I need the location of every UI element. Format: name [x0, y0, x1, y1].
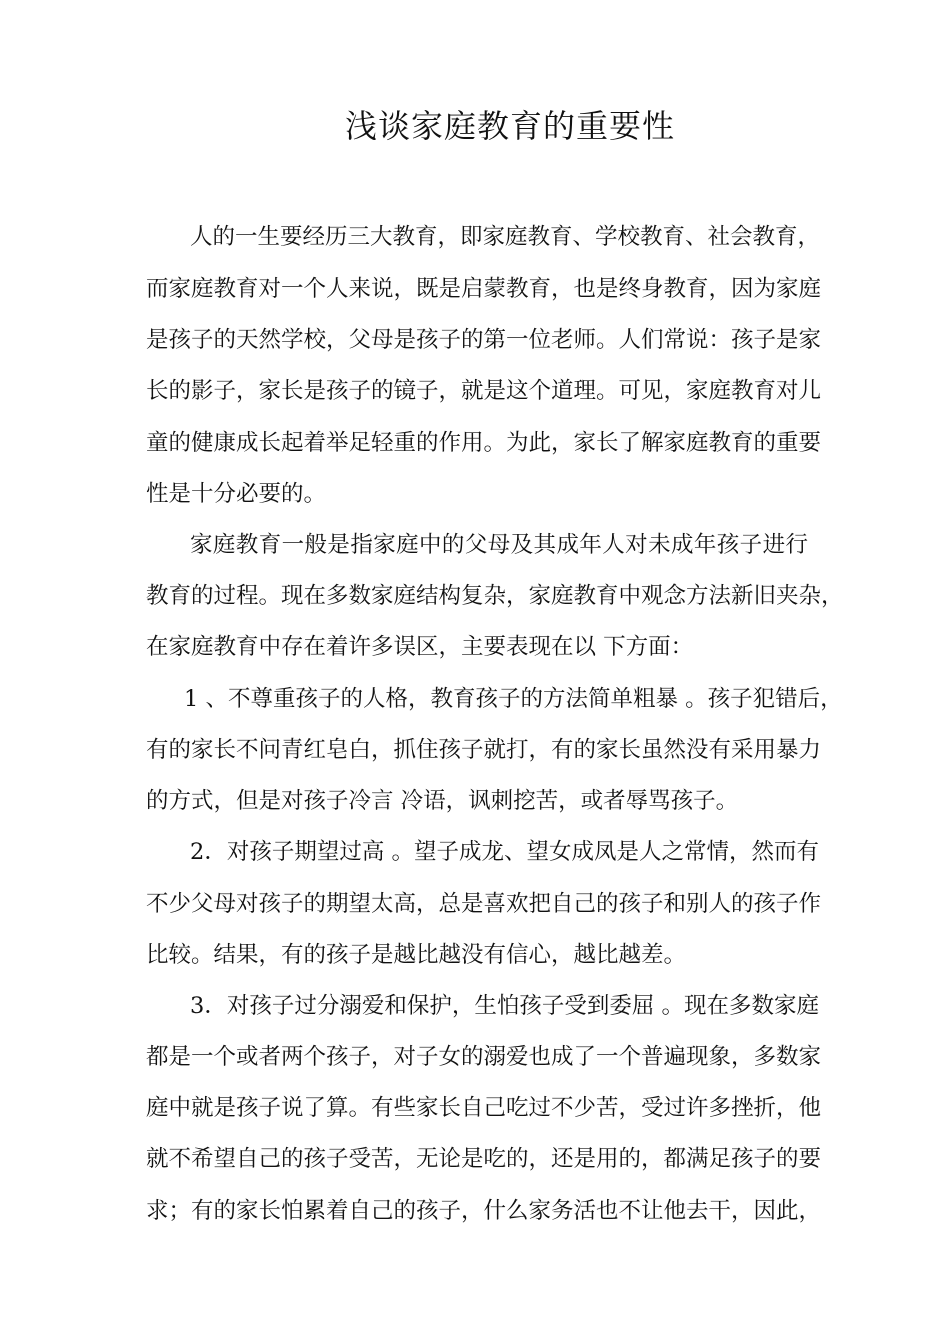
paragraph-line: 求；有的家长怕累着自己的孩子，什么家务活也不让他去干，因此，	[146, 1198, 822, 1224]
document-title: 浅谈家庭教育的重要性	[344, 107, 675, 145]
paragraph-line: 教育的过程。现在多数家庭结构复杂，家庭教育中观念方法新旧夹杂，	[146, 583, 844, 609]
list-item-line: 1 、不尊重孩子的人格，教育孩子的方法简单粗暴 。孩子犯错后，	[184, 686, 843, 712]
paragraph-line: 庭中就是孩子说了算。有些家长自己吃过不少苦，受过许多挫折，他	[146, 1095, 822, 1121]
paragraph-line: 不少父母对孩子的期望太高，总是喜欢把自己的孩子和别人的孩子作	[146, 891, 822, 917]
paragraph-line: 就不希望自己的孩子受苦，无论是吃的，还是用的，都满足孩子的要	[146, 1146, 822, 1172]
list-item-line: 3．对孩子过分溺爱和保护，生怕孩子受到委屈 。现在多数家庭	[190, 993, 819, 1019]
paragraph-line: 而家庭教育对一个人来说，既是启蒙教育，也是终身教育，因为家庭	[146, 276, 822, 302]
paragraph-line: 在家庭教育中存在着许多误区，主要表现在以 下方面：	[146, 634, 694, 660]
paragraph-line: 性是十分必要的。	[146, 481, 327, 507]
paragraph-line: 长的影子，家长是孩子的镜子，就是这个道理。可见，家庭教育对儿	[146, 378, 822, 404]
paragraph-line: 人的一生要经历三大教育，即家庭教育、学校教育、社会教育，	[190, 224, 821, 250]
paragraph-line: 都是一个或者两个孩子，对子女的溺爱也成了一个普遍现象，多数家	[146, 1044, 822, 1070]
paragraph-line: 童的健康成长起着举足轻重的作用。为此，家长了解家庭教育的重要	[146, 430, 822, 456]
paragraph-line: 家庭教育一般是指家庭中的父母及其成年人对未成年孩子进行	[190, 532, 808, 558]
paragraph-line: 是孩子的天然学校，父母是孩子的第一位老师。人们常说：孩子是家	[146, 327, 822, 353]
list-item-line: 2．对孩子期望过高 。望子成龙、望女成凤是人之常情，然而有	[190, 839, 819, 865]
paragraph-line: 的方式，但是对孩子冷言 冷语，讽刺挖苦，或者辱骂孩子。	[146, 788, 739, 814]
paragraph-line: 有的家长不问青红皂白，抓住孩子就打，有的家长虽然没有采用暴力	[146, 737, 822, 763]
paragraph-line: 比较。结果，有的孩子是越比越没有信心，越比越差。	[146, 942, 687, 968]
